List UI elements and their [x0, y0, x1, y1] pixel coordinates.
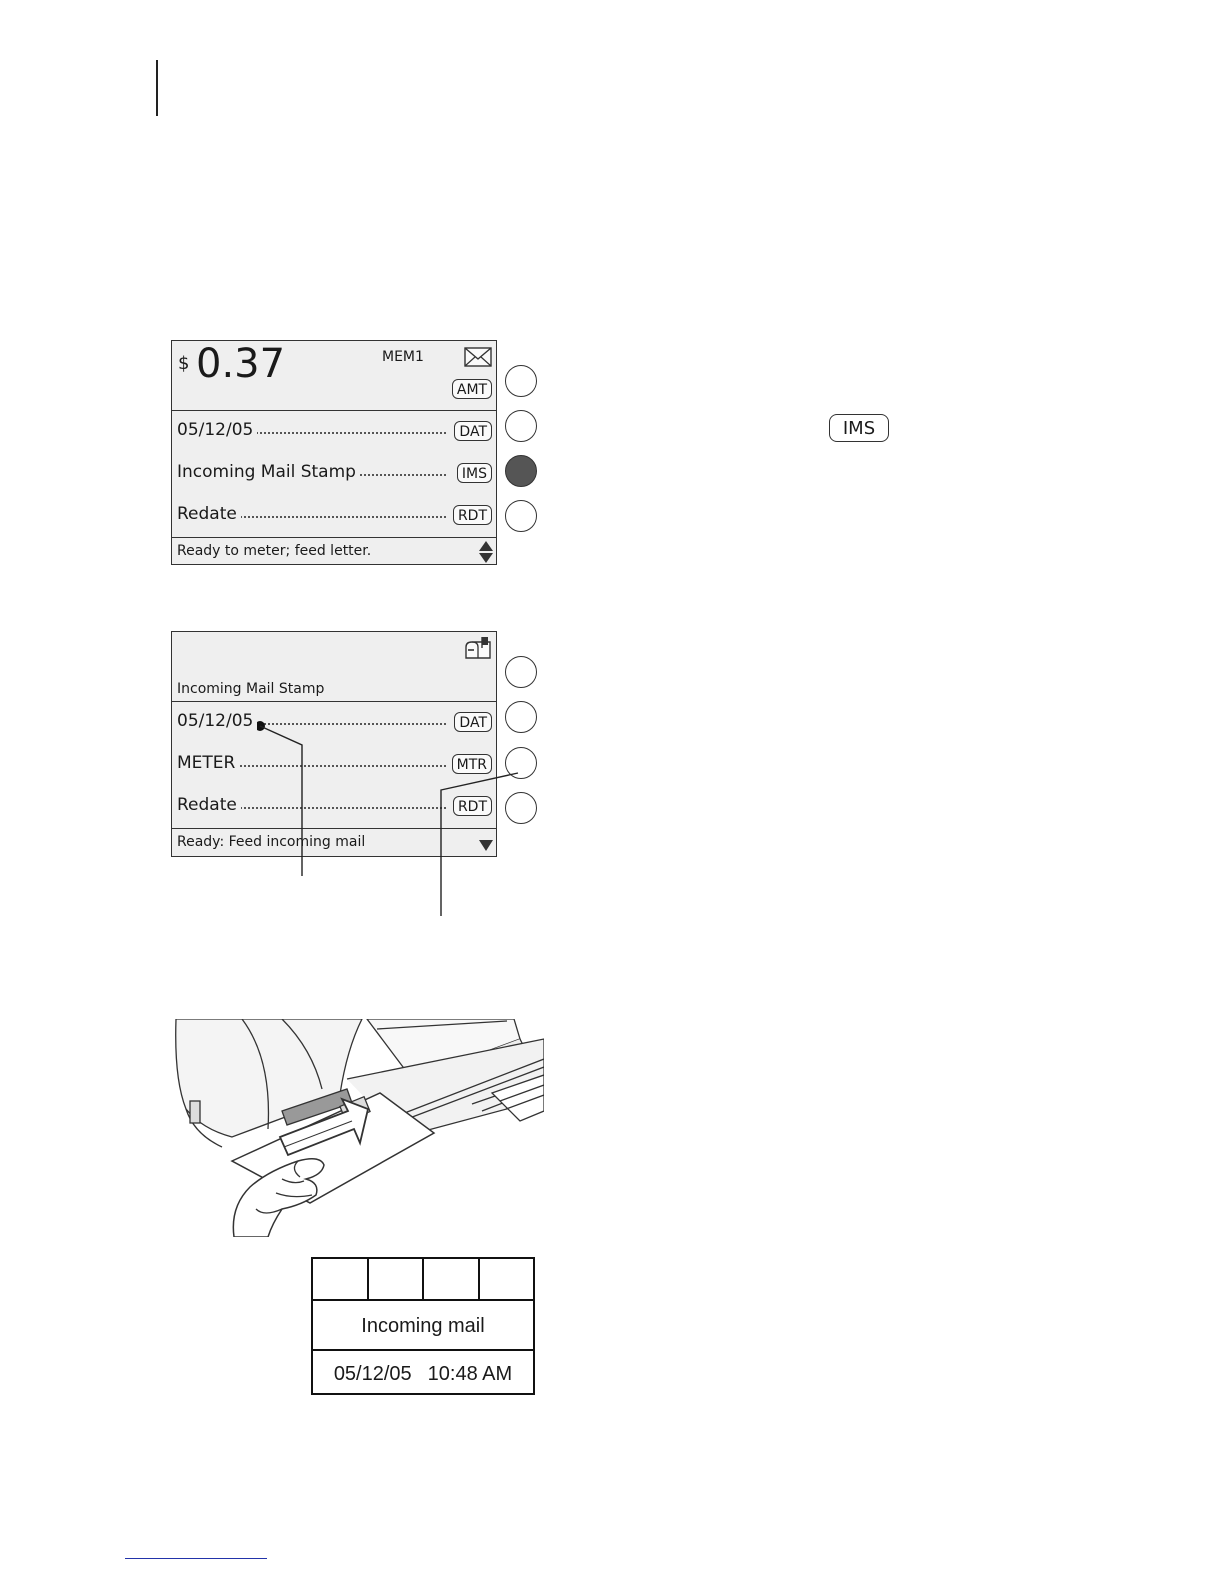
margin-rule: [156, 60, 158, 116]
mailbox-icon: [464, 636, 494, 660]
menu-row-date[interactable]: [172, 411, 496, 453]
status-bar: [172, 828, 496, 856]
screen-header: [172, 341, 496, 411]
stamp-cell: [313, 1259, 369, 1299]
currency-symbol: $: [178, 353, 190, 374]
side-button-1[interactable]: [505, 365, 537, 397]
rdt-softkey[interactable]: RDT: [453, 505, 492, 525]
postage-amount: 0.37: [196, 341, 286, 387]
stamp-date: 05/12/05: [333, 1363, 412, 1385]
row-label: Redate: [177, 795, 241, 815]
feeding-letter-illustration: [172, 1019, 544, 1237]
row-label: METER: [177, 753, 239, 773]
memory-label: MEM1: [382, 349, 424, 365]
side-button-2[interactable]: [505, 410, 537, 442]
row-label: 05/12/05: [177, 420, 257, 440]
screen-header: [172, 632, 496, 702]
up-down-arrows-icon[interactable]: [478, 540, 494, 564]
stamp-cell: [480, 1259, 534, 1299]
amt-softkey[interactable]: AMT: [452, 379, 492, 399]
ims-key-callout: IMS: [829, 414, 889, 442]
menu-row-date[interactable]: [172, 702, 496, 744]
stamp-cell: [369, 1259, 425, 1299]
side-button-4[interactable]: [505, 792, 537, 824]
screen-title: Incoming Mail Stamp: [177, 681, 325, 697]
side-button-4[interactable]: [505, 500, 537, 532]
status-text: Ready: Feed incoming mail: [177, 834, 366, 850]
meter-screen-main: [171, 340, 497, 565]
status-text: Ready to meter; feed letter.: [177, 543, 372, 559]
mtr-softkey[interactable]: MTR: [452, 754, 492, 774]
dat-softkey[interactable]: DAT: [454, 712, 492, 732]
meter-screen-ims: [171, 631, 497, 857]
envelope-icon: [464, 347, 492, 367]
stamp-cells: [313, 1259, 533, 1301]
side-button-1[interactable]: [505, 656, 537, 688]
menu-row-meter[interactable]: [172, 744, 496, 786]
side-button-2[interactable]: [505, 701, 537, 733]
row-label: Incoming Mail Stamp: [177, 462, 360, 482]
side-button-3-pressed[interactable]: [505, 455, 537, 487]
menu-row-redate[interactable]: [172, 786, 496, 828]
footer-rule: [125, 1558, 267, 1559]
incoming-mail-stamp-imprint: [311, 1257, 535, 1395]
menu-row-redate[interactable]: [172, 495, 496, 537]
row-label: Redate: [177, 504, 241, 524]
rdt-softkey[interactable]: RDT: [453, 796, 492, 816]
stamp-text: Incoming mail: [313, 1301, 533, 1351]
side-button-3[interactable]: [505, 747, 537, 779]
row-label: 05/12/05: [177, 711, 257, 731]
dat-softkey[interactable]: DAT: [454, 421, 492, 441]
status-bar: [172, 537, 496, 566]
stamp-time: 10:48 AM: [427, 1363, 513, 1385]
stamp-datetime: [313, 1351, 533, 1397]
stamp-cell: [424, 1259, 480, 1299]
down-arrow-icon[interactable]: [478, 838, 494, 852]
menu-row-incoming-mail-stamp[interactable]: [172, 453, 496, 495]
ims-softkey[interactable]: IMS: [457, 463, 492, 483]
